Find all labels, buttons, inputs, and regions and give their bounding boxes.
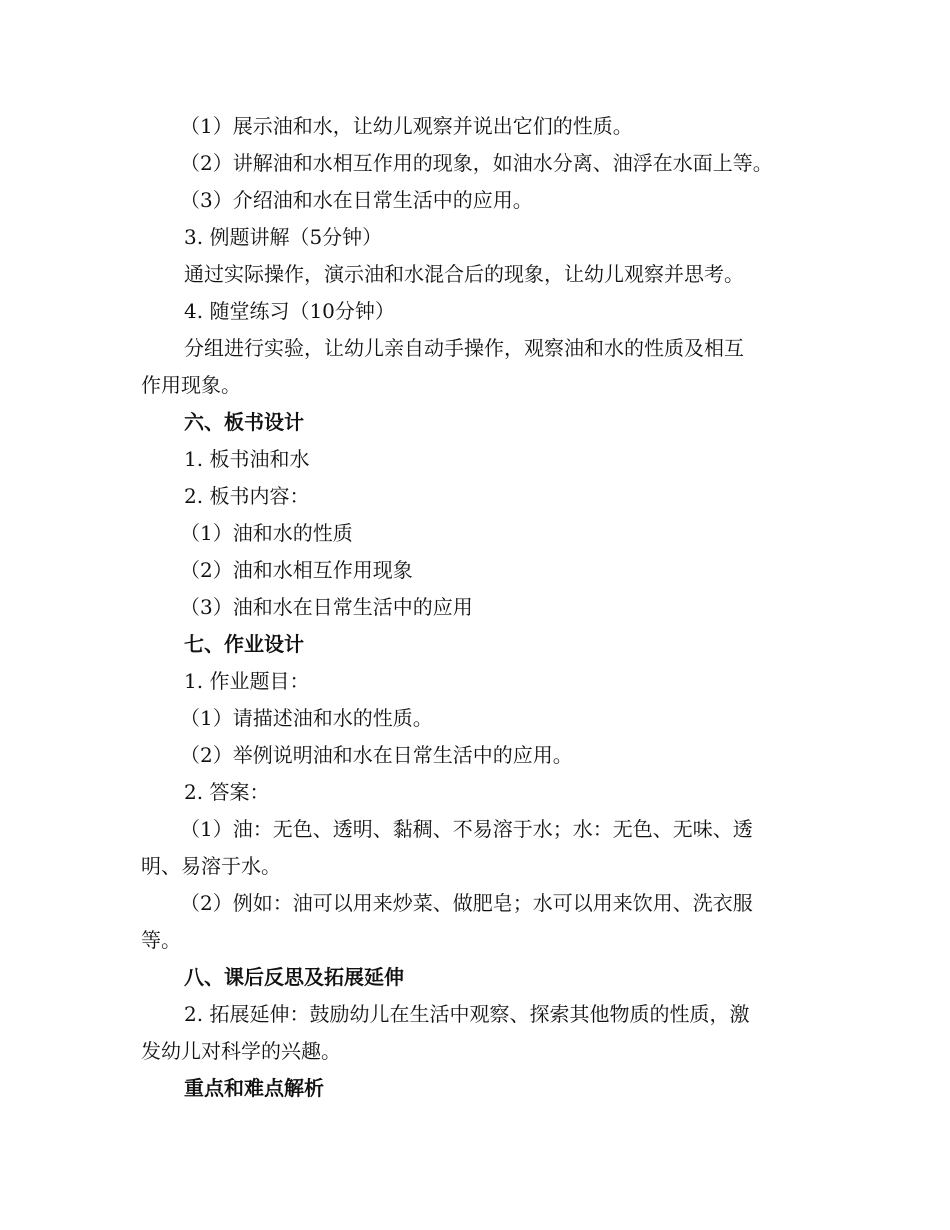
text-line: （2）油和水相互作用现象 — [180, 558, 413, 582]
text-line: （2）例如：油可以用来炒菜、做肥皂；水可以用来饮用、洗衣服 — [180, 891, 753, 915]
section-heading: 八、课后反思及拓展延伸 — [184, 965, 404, 989]
section-heading: 重点和难点解析 — [184, 1076, 324, 1100]
text-line: 1. 板书油和水 — [184, 447, 310, 471]
section-heading: 七、作业设计 — [184, 632, 304, 656]
text-line: （2）讲解油和水相互作用的现象，如油水分离、油浮在水面上等。 — [180, 151, 773, 175]
text-line: （1）油和水的性质 — [180, 521, 353, 545]
text-line: （3）油和水在日常生活中的应用 — [180, 595, 473, 619]
text-line: 分组进行实验，让幼儿亲自动手操作，观察油和水的性质及相互 — [184, 336, 744, 360]
section-heading: 六、板书设计 — [184, 410, 304, 434]
text-line: 通过实际操作，演示油和水混合后的现象，让幼儿观察并思考。 — [184, 262, 744, 286]
text-line: （2）举例说明油和水在日常生活中的应用。 — [180, 743, 573, 767]
text-line: 发幼儿对科学的兴趣。 — [141, 1039, 341, 1063]
text-line: 作用现象。 — [141, 373, 241, 397]
text-line: （3）介绍油和水在日常生活中的应用。 — [180, 188, 533, 212]
text-line: 等。 — [141, 928, 181, 952]
text-line: （1）请描述油和水的性质。 — [180, 706, 433, 730]
list-item-heading: 3. 例题讲解（5分钟） — [184, 225, 383, 249]
text-line: 2. 板书内容： — [184, 484, 310, 508]
text-line: 2. 答案： — [184, 780, 270, 804]
text-line: 2. 拓展延伸：鼓励幼儿在生活中观察、探索其他物质的性质，激 — [184, 1002, 750, 1026]
text-line: （1）展示油和水，让幼儿观察并说出它们的性质。 — [180, 114, 633, 138]
text-line: 明、易溶于水。 — [141, 854, 281, 878]
text-line: 1. 作业题目： — [184, 669, 310, 693]
text-line: （1）油：无色、透明、黏稠、不易溶于水；水：无色、无味、透 — [180, 817, 753, 841]
list-item-heading: 4. 随堂练习（10分钟） — [184, 299, 395, 323]
